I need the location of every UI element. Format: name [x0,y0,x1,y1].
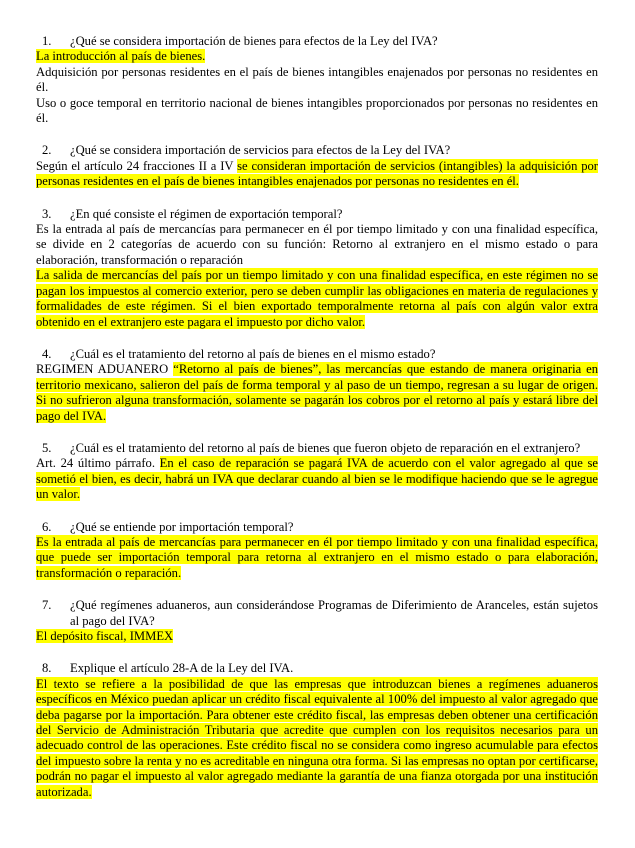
highlighted-answer: “Retorno al país de bienes”, las mercancías que estando de manera originaria en territorio mexicano, salieron del país de forma temporal y al paso de un tiempo, regresan a su lugar de origen. Si no sufrieron alguna transformación, solamente se pagarán los cobros por el retorno al país y estará libre del pago del IVA. [36,362,598,423]
answer-lead: Art. 24 último párrafo. [36,456,160,471]
question-number: 1. [42,34,52,48]
highlighted-answer: La salida de mercancías del país por un tiempo limitado y con una finalidad específica, en este régimen no se pagan los impuestos al comercio exterior, pero se deben cumplir las obligaciones en materia de regulaciones y formalidades de este régimen. Si el bien exportado temporalmente retorna al país con algún valor extra obtenido en el extranjero este pagara el impuesto por dicho valor. [36,268,598,329]
question-heading [36,207,598,222]
answer-paragraph [36,159,598,190]
question-number: 5. [42,440,52,455]
answer-paragraph [36,362,598,424]
question-section-8 [36,661,598,800]
answer-paragraph [36,629,598,644]
question-heading [36,347,598,362]
question-number: 4. [42,346,52,361]
question-heading [36,598,598,629]
highlighted-answer: Es la entrada al país de mercancías para permanecer en él por tiempo limitado y con una finalidad específica, que puede ser importación temporal para retorna al extranjero en el mismo estado o para elaboración, transformación o reparación. [36,534,598,580]
question-text: ¿En qué consiste el régimen de exportación temporal? [70,206,343,221]
answer-paragraph [36,456,598,502]
answer-paragraph [36,268,598,330]
question-number: 3. [42,206,52,221]
highlighted-answer: En el caso de reparación se pagará IVA de acuerdo con el valor agregado al que se sometió el bien, es decir, habrá un IVA que declarar cuando al bien se le modifique haciendo que se le agregue un valor. [36,456,598,502]
question-number: 7. [42,598,52,613]
question-heading [36,143,598,158]
question-text: ¿Cuál es el tratamiento del retorno al país de bienes en el mismo estado? [70,346,436,361]
answer-lead: Según el artículo 24 fracciones II a IV [36,158,238,173]
question-section-6 [36,520,598,582]
document-page [36,34,598,817]
question-heading [36,441,598,456]
answer-paragraph: Uso o goce temporal en territorio nacional de bienes intangibles proporcionados por personas no residentes en él. [36,95,598,126]
question-section-1 [36,34,598,126]
highlighted-answer: se consideran importación de servicios (intangibles) la adquisición por personas residentes en el país de bienes intangibles enajenados por personas no residentes en él. [36,158,598,189]
question-section-5 [36,441,598,503]
question-section-7 [36,598,598,644]
question-text: ¿Qué se considera importación de servicios para efectos de la Ley del IVA? [70,143,451,158]
answer-lead: REGIMEN ADUANERO [36,362,174,377]
question-section-2 [36,143,598,189]
question-number: 2. [42,143,52,158]
highlighted-answer: El depósito fiscal, IMMEX [36,629,174,643]
question-text: Explique el artículo 28-A de la Ley del IVA. [70,661,294,676]
question-number: 6. [42,519,52,534]
question-text: ¿Qué se considera importación de bienes para efectos de la Ley del IVA? [70,34,438,48]
answer-paragraph [36,535,598,581]
question-text: ¿Cuál es el tratamiento del retorno al país de bienes que fueron objeto de reparación en el extranjero? [70,440,581,455]
question-section-4 [36,347,598,424]
highlighted-answer: El texto se refiere a la posibilidad de que las empresas que introduzcan bienes a regímenes aduaneros específicos en México puedan aplicar un crédito fiscal equivalente al 100% del impuesto al valor agregado que deba pagarse por la importación. Para obtener este crédito fiscal, las empresas deben obtener una certificación del Servicio de Administración Tributaria que acredite que cumplen con los requisitos necesarios para un adecuado control de las operaciones. Este crédito fiscal no se considera como ingreso acumulable para efectos del impuesto sobre la renta y no es acreditable en ninguna otra forma. Si las empresas no optan por certificarse, podrán no pagar el impuesto al valor agregado mediante la garantía de una fianza otorgada por una institución autorizada. [36,676,598,799]
question-heading [36,661,598,676]
highlighted-answer: La introducción al país de bienes. [36,49,206,64]
answer-paragraph [36,49,598,64]
answer-paragraph: Adquisición por personas residentes en el país de bienes intangibles enajenados por personas no residentes en él. [36,64,598,95]
question-number: 8. [42,661,52,676]
question-section-3 [36,207,598,330]
question-heading [36,34,598,49]
answer-paragraph: Es la entrada al país de mercancías para permanecer en él por tiempo limitado y con una finalidad específica, se divide en 2 categorías de acuerdo con su función: Retorno al extranjero en el mismo estado o para elaboración, transformación o reparación [36,222,598,267]
question-heading [36,520,598,535]
question-text: ¿Qué regímenes aduaneros, aun considerándose Programas de Diferimiento de Aranceles, están sujetos al pago del IVA? [70,598,598,628]
answer-paragraph [36,677,598,800]
question-text: ¿Qué se entiende por importación temporal? [70,519,294,534]
